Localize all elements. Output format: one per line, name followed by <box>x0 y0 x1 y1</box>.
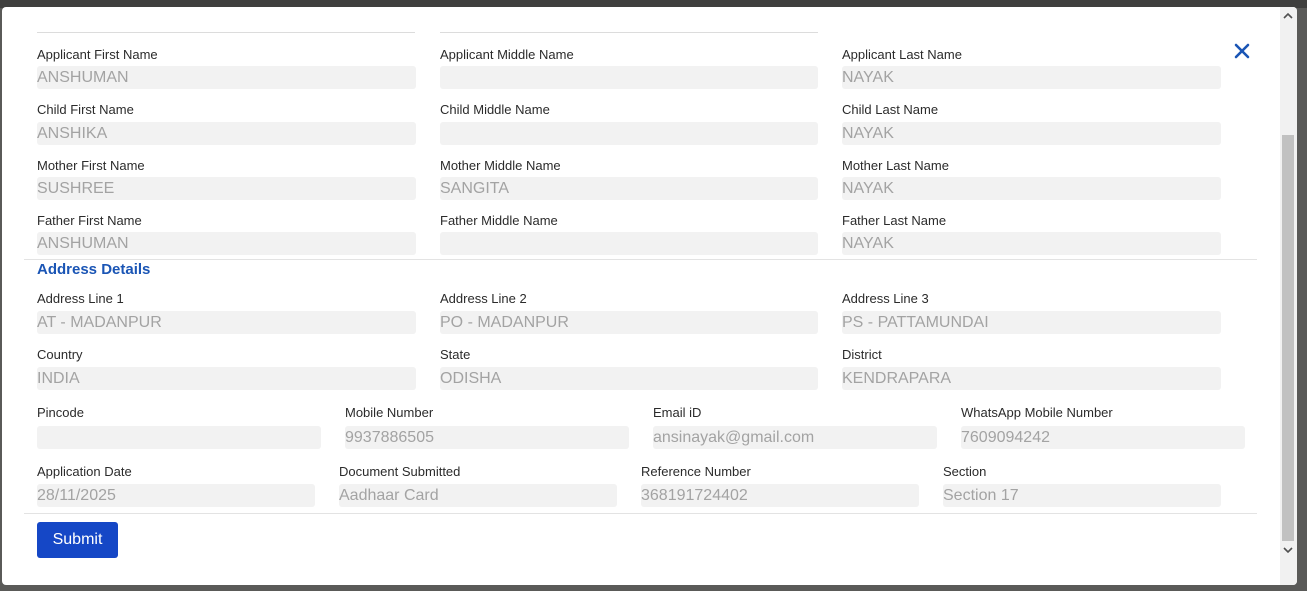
previous-field-underline <box>37 32 415 33</box>
pincode-label: Pincode <box>37 405 84 420</box>
country-field[interactable]: INDIA <box>37 367 416 390</box>
address-line-1-field[interactable]: AT - MADANPUR <box>37 311 416 334</box>
section-divider <box>24 259 1257 260</box>
mother-middle-name-label: Mother Middle Name <box>440 158 561 173</box>
applicant-middle-name-label: Applicant Middle Name <box>440 47 574 62</box>
child-last-name-label: Child Last Name <box>842 102 939 117</box>
close-icon <box>1230 39 1254 63</box>
mother-last-name-label: Mother Last Name <box>842 158 949 173</box>
whatsapp-number-label: WhatsApp Mobile Number <box>961 405 1113 420</box>
child-last-name-field[interactable]: NAYAK <box>842 122 1221 145</box>
father-middle-name-field[interactable] <box>440 232 818 255</box>
application-details-modal <box>2 7 1297 585</box>
section-label: Section <box>943 464 987 479</box>
address-line-2-field[interactable]: PO - MADANPUR <box>440 311 818 334</box>
child-middle-name-label: Child Middle Name <box>440 102 550 117</box>
mobile-number-field[interactable]: 9937886505 <box>345 426 629 449</box>
state-label: State <box>440 347 471 362</box>
father-middle-name-label: Father Middle Name <box>440 213 558 228</box>
chevron-up-icon[interactable] <box>1283 11 1293 21</box>
document-submitted-label: Document Submitted <box>339 464 461 479</box>
child-first-name-field[interactable]: ANSHIKA <box>37 122 416 145</box>
mobile-number-label: Mobile Number <box>345 405 434 420</box>
district-field[interactable]: KENDRAPARA <box>842 367 1221 390</box>
application-date-label: Application Date <box>37 464 132 479</box>
address-line-3-field[interactable]: PS - PATTAMUNDAI <box>842 311 1221 334</box>
pincode-field[interactable] <box>37 426 321 449</box>
footer-divider <box>24 513 1257 514</box>
mother-first-name-field[interactable]: SUSHREE <box>37 177 416 200</box>
chevron-down-icon[interactable] <box>1283 545 1293 555</box>
address-line-2-label: Address Line 2 <box>440 291 527 306</box>
email-label: Email iD <box>653 405 702 420</box>
submit-button[interactable]: Submit <box>37 522 118 558</box>
applicant-middle-name-field[interactable] <box>440 66 818 89</box>
address-details-heading: Address Details <box>37 261 151 278</box>
application-date-field[interactable]: 28/11/2025 <box>37 484 315 507</box>
vertical-scrollbar[interactable] <box>1280 7 1297 585</box>
child-middle-name-field[interactable] <box>440 122 818 145</box>
mother-middle-name-field[interactable]: SANGITA <box>440 177 818 200</box>
reference-number-field[interactable]: 368191724402 <box>641 484 919 507</box>
father-first-name-field[interactable]: ANSHUMAN <box>37 232 416 255</box>
scrollbar-thumb[interactable] <box>1282 135 1294 541</box>
address-line-3-label: Address Line 3 <box>842 291 929 306</box>
applicant-last-name-label: Applicant Last Name <box>842 47 962 62</box>
close-button[interactable] <box>1230 39 1254 63</box>
modal-scroll-area <box>2 7 1280 585</box>
mother-last-name-field[interactable]: NAYAK <box>842 177 1221 200</box>
previous-field-underline <box>440 32 818 33</box>
father-first-name-label: Father First Name <box>37 213 142 228</box>
father-last-name-label: Father Last Name <box>842 213 947 228</box>
mother-first-name-label: Mother First Name <box>37 158 145 173</box>
country-label: Country <box>37 347 83 362</box>
district-label: District <box>842 347 882 362</box>
child-first-name-label: Child First Name <box>37 102 134 117</box>
section-field[interactable]: Section 17 <box>943 484 1221 507</box>
applicant-first-name-field[interactable]: ANSHUMAN <box>37 66 416 89</box>
address-line-1-label: Address Line 1 <box>37 291 124 306</box>
reference-number-label: Reference Number <box>641 464 751 479</box>
state-field[interactable]: ODISHA <box>440 367 818 390</box>
applicant-first-name-label: Applicant First Name <box>37 47 158 62</box>
document-submitted-field[interactable]: Aadhaar Card <box>339 484 617 507</box>
whatsapp-number-field[interactable]: 7609094242 <box>961 426 1245 449</box>
email-field[interactable]: ansinayak@gmail.com <box>653 426 937 449</box>
applicant-last-name-field[interactable]: NAYAK <box>842 66 1221 89</box>
father-last-name-field[interactable]: NAYAK <box>842 232 1221 255</box>
